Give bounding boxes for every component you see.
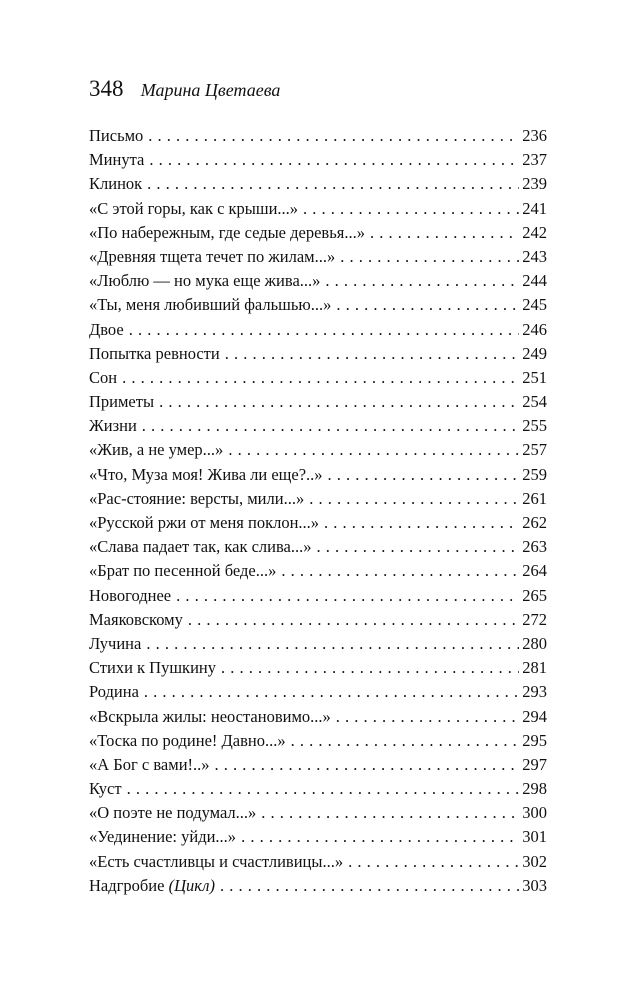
toc-entry [89, 197, 547, 221]
dot-leader [142, 414, 519, 438]
toc-entry [89, 874, 547, 898]
toc-entry-page: 259 [522, 464, 547, 484]
toc-entry-page: 264 [522, 561, 547, 581]
toc-entry-title [89, 777, 122, 801]
toc-entry-title [89, 680, 139, 704]
toc-entry-title [89, 535, 312, 559]
toc-entry-page: 272 [522, 609, 547, 629]
toc-entry-title [89, 390, 154, 414]
toc-entry-page: 302 [522, 851, 547, 871]
running-head [89, 76, 280, 102]
toc-entry-title [89, 850, 343, 874]
toc-title-text: «Русской ржи от меня поклон...» [89, 513, 320, 532]
dot-leader [147, 172, 519, 196]
toc-entry [89, 366, 547, 390]
toc-title-text: Письмо [89, 126, 144, 145]
toc-entry [89, 801, 547, 825]
dot-leader [336, 293, 519, 317]
dot-leader [122, 366, 519, 390]
toc-entry-page: 281 [522, 658, 547, 678]
toc-title-text: «Рас-стояние: версты, мили...» [89, 488, 305, 508]
toc-entry-title [89, 753, 210, 777]
toc-entry [89, 825, 547, 849]
toc-entry-page: 245 [522, 295, 547, 315]
toc-entry-title [89, 801, 256, 825]
dot-leader [225, 342, 520, 366]
toc-entry [89, 293, 547, 317]
toc-entry-page: 239 [522, 174, 547, 194]
toc-title-text: «Вскрыла жилы: неостановимо...» [89, 706, 331, 726]
toc-title-text: «С этой горы, как с крыши...» [89, 198, 299, 218]
dot-leader [149, 148, 519, 172]
toc-entry-page: 244 [522, 271, 547, 291]
table-of-contents [89, 124, 547, 898]
toc-title-text: Минута [89, 150, 145, 170]
toc-title-text: «А Бог с вами!..» [89, 754, 210, 774]
toc-title-text: Родина [89, 682, 139, 702]
toc-title-text: Попытка ревности [89, 343, 220, 363]
dot-leader [221, 656, 519, 680]
author-name: Марина Цветаева [140, 80, 281, 100]
dot-leader [370, 221, 519, 245]
page-number: 348 [89, 76, 124, 101]
toc-entry-title [89, 705, 331, 729]
toc-entry-page: 263 [522, 537, 547, 557]
toc-entry-title [89, 221, 365, 245]
toc-entry-page: 293 [522, 682, 547, 702]
toc-entry [89, 608, 547, 632]
toc-entry-title [89, 148, 144, 172]
toc-entry-title [89, 438, 223, 462]
toc-title-text: «Ты, меня любивший фальшью...» [89, 295, 332, 315]
toc-entry-title [89, 584, 171, 608]
toc-entry-page: 262 [522, 513, 547, 532]
dot-leader [328, 463, 520, 487]
dot-leader [317, 535, 520, 559]
toc-entry-page: 255 [522, 416, 547, 436]
toc-entry-page: 297 [522, 754, 547, 774]
toc-entry-title [89, 608, 183, 632]
toc-entry-page: 294 [522, 706, 547, 726]
toc-title-text: Клинок [89, 174, 143, 194]
dot-leader [291, 729, 520, 753]
toc-entry-title [89, 293, 331, 317]
dot-leader [127, 777, 520, 801]
toc-entry [89, 318, 547, 342]
dot-leader [176, 584, 519, 608]
toc-entry [89, 729, 547, 753]
toc-entry-page: 303 [522, 875, 547, 895]
toc-entry-page: 251 [522, 367, 547, 387]
toc-entry [89, 584, 547, 608]
toc-title-text: «Уединение: уйди...» [89, 827, 237, 847]
toc-title-text: Новогоднее [89, 585, 172, 605]
toc-title-text: «Древняя тщета течет по жилам...» [89, 246, 336, 266]
dot-leader [261, 801, 519, 825]
toc-entry [89, 438, 547, 462]
toc-entry-page: 254 [522, 392, 547, 412]
dot-leader [325, 269, 519, 293]
toc-title-text: «Брат по песенной беде...» [89, 561, 277, 581]
toc-entry-page: 280 [522, 633, 547, 653]
toc-entry-title [89, 632, 141, 656]
toc-entry-title [89, 874, 215, 898]
toc-entry-page: 298 [522, 779, 547, 799]
toc-entry-page: 246 [522, 319, 547, 339]
toc-entry [89, 777, 547, 801]
dot-leader [336, 705, 519, 729]
toc-entry-subtitle: (Цикл) [168, 875, 215, 895]
toc-entry-title [89, 656, 216, 680]
toc-entry [89, 414, 547, 438]
toc-entry-page: 241 [522, 198, 547, 218]
toc-entry-page: 237 [522, 150, 547, 170]
toc-entry [89, 124, 547, 148]
dot-leader [129, 318, 520, 342]
toc-entry [89, 632, 547, 656]
dot-leader [324, 511, 519, 535]
dot-leader [348, 850, 519, 874]
toc-title-text: Надгробие [89, 875, 165, 895]
toc-entry [89, 148, 547, 172]
dot-leader [215, 753, 520, 777]
dot-leader [144, 680, 519, 704]
toc-entry [89, 535, 547, 559]
toc-entry [89, 753, 547, 777]
toc-entry-title [89, 172, 142, 196]
toc-entry-title [89, 342, 220, 366]
toc-title-text: Куст [89, 779, 122, 799]
toc-entry-title [89, 559, 276, 583]
toc-entry-page: 249 [522, 343, 547, 363]
toc-entry [89, 680, 547, 704]
toc-entry-title [89, 124, 143, 148]
toc-entry-page: 301 [522, 827, 547, 847]
toc-entry [89, 269, 547, 293]
dot-leader [228, 438, 519, 462]
toc-title-text: «Что, Муза моя! Жива ли еще?..» [89, 464, 323, 484]
toc-entry [89, 559, 547, 583]
dot-leader [188, 608, 519, 632]
toc-entry [89, 656, 547, 680]
toc-title-text: Лучина [89, 633, 142, 653]
toc-entry-title [89, 269, 320, 293]
toc-entry [89, 245, 547, 269]
toc-title-text: «Жив, а не умер...» [89, 440, 224, 460]
toc-entry-page: 257 [522, 440, 547, 460]
toc-entry [89, 511, 547, 535]
toc-title-text: Сон [89, 367, 118, 387]
toc-entry [89, 463, 547, 487]
dot-leader [281, 559, 519, 583]
toc-entry-page: 242 [522, 222, 547, 242]
toc-entry-title [89, 729, 286, 753]
toc-title-text: «По набережным, где седые деревья...» [89, 222, 365, 242]
toc-entry-page: 295 [522, 730, 547, 750]
toc-entry-page: 261 [522, 488, 547, 508]
toc-entry-title [89, 197, 298, 221]
dot-leader [303, 197, 519, 221]
toc-title-text: Приметы [89, 392, 155, 412]
toc-entry [89, 390, 547, 414]
toc-entry-title [89, 511, 319, 535]
toc-title-text: «О поэте не подумал...» [89, 803, 257, 823]
dot-leader [340, 245, 519, 269]
toc-entry [89, 221, 547, 245]
dot-leader [220, 874, 519, 898]
toc-entry-page: 243 [522, 246, 547, 266]
toc-title-text: Маяковскому [89, 609, 183, 629]
toc-entry-title [89, 463, 323, 487]
toc-title-text: «Слава падает так, как слива...» [89, 537, 312, 557]
toc-title-text: Жизни [89, 416, 137, 436]
toc-entry-title [89, 366, 117, 390]
toc-title-text: «Есть счастливцы и счастливицы...» [89, 851, 344, 871]
toc-entry-title [89, 318, 124, 342]
toc-title-text: Двое [89, 319, 124, 339]
toc-title-text: Стихи к Пушкину [89, 658, 216, 678]
toc-title-text: «Тоска по родине! Давно...» [89, 730, 286, 750]
dot-leader [148, 124, 519, 148]
toc-entry-page: 300 [522, 803, 547, 823]
toc-entry-title [89, 487, 304, 511]
toc-entry [89, 705, 547, 729]
toc-entry [89, 342, 547, 366]
toc-entry [89, 172, 547, 196]
dot-leader [309, 487, 519, 511]
toc-entry-title [89, 245, 335, 269]
dot-leader [146, 632, 519, 656]
toc-entry-title [89, 825, 236, 849]
toc-entry-title [89, 414, 137, 438]
toc-entry [89, 487, 547, 511]
toc-title-text: «Люблю — но мука еще жива...» [89, 271, 321, 291]
toc-entry-page: 265 [522, 585, 547, 605]
dot-leader [241, 825, 519, 849]
toc-entry-page: 236 [522, 126, 547, 145]
dot-leader [159, 390, 519, 414]
toc-entry [89, 850, 547, 874]
